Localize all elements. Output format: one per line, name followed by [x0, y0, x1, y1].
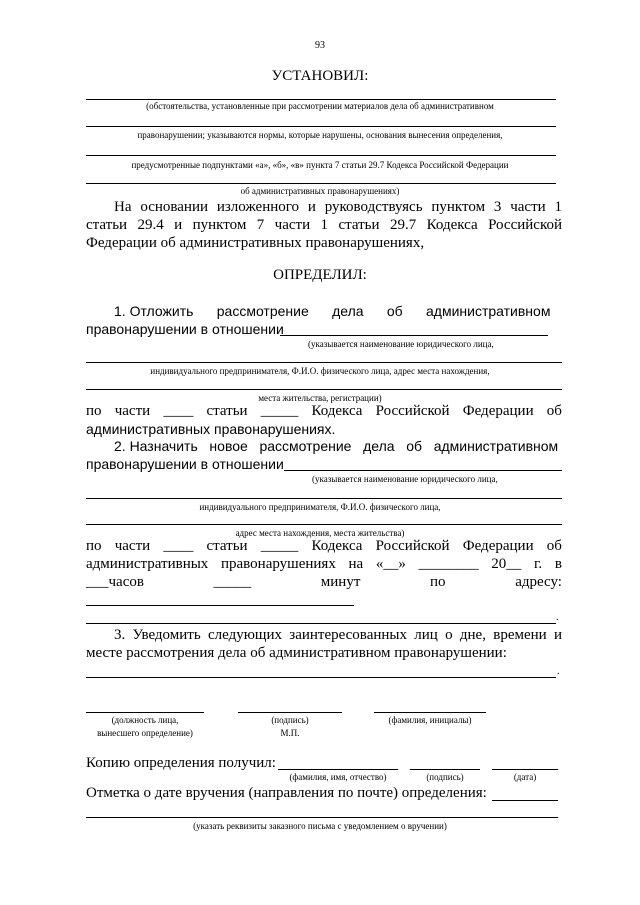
word: «__» [375, 556, 406, 572]
basis-line-1: На основании изложенного и руководствуясь пунктом 3 части 1 [114, 199, 562, 215]
word: г. [533, 556, 543, 572]
fill-line [86, 155, 556, 156]
word: статьи [206, 538, 248, 554]
word: адресу: [515, 574, 562, 590]
word: по [430, 574, 446, 590]
word: Кодекса [311, 538, 363, 554]
word: Российской [375, 538, 450, 554]
word: _____ [213, 574, 252, 590]
word: по [86, 403, 102, 419]
word: Кодекса [311, 403, 363, 419]
word: части [114, 538, 151, 554]
copy-date-line [492, 769, 558, 770]
position-label-1: (должность лица, [111, 715, 179, 725]
word: 20__ [491, 556, 522, 572]
position-label-2: вынесшего определение) [97, 728, 193, 738]
word: ________ [418, 556, 479, 572]
delivery-details-line [86, 817, 558, 818]
item2-line4 [86, 556, 562, 573]
word: по [86, 538, 102, 554]
basis-line-2: статьи 29.4 и пунктом 7 части 1 статьи 29.7 Кодекса Российской [86, 217, 562, 233]
word: на [348, 556, 364, 572]
item2-line2: правонарушении в отношении [86, 456, 284, 472]
item2-line1: 2. Назначить новое рассмотрение дела об административном [114, 438, 559, 454]
basis-line-3: Федерации об административных правонарушениях, [86, 235, 425, 251]
item2-line3 [86, 538, 562, 555]
copy-date-hint: (дата) [513, 772, 537, 782]
item2-hint-3: адрес места нахождения, места жительства) [235, 528, 405, 538]
page-number: 93 [315, 40, 325, 51]
delivery-mark-label: Отметка о дате вручения (направления по почте) определения: [86, 785, 487, 801]
item2-line5 [86, 574, 562, 591]
word: минут [320, 574, 361, 590]
fill-line [86, 389, 562, 390]
fill-line [86, 605, 354, 606]
copy-name-line [278, 769, 398, 770]
word: правонарушениях [221, 556, 336, 572]
word: части [114, 403, 151, 419]
established-hint-3: предусмотренные подпунктами «а», «б», «в» пункта 7 статьи 29.7 Кодекса Российской Федерации [131, 160, 509, 170]
signature-line [238, 712, 342, 713]
fill-line [86, 126, 556, 127]
item1-line1: 1. Отложить рассмотрение дела об административном [114, 303, 551, 319]
copy-signature-line [410, 769, 480, 770]
item1-hint-1: (указывается наименование юридического лица, [308, 339, 494, 349]
fill-line [284, 470, 562, 471]
fill-line [86, 498, 562, 499]
fill-line [86, 362, 562, 363]
word: ___часов [86, 574, 144, 590]
fill-line [280, 335, 548, 336]
delivery-mark-line [492, 800, 558, 801]
word: ____ [163, 538, 194, 554]
item2-hint-1: (указывается наименование юридического лица, [312, 474, 498, 484]
word: административных [86, 556, 209, 572]
word: статьи [206, 403, 248, 419]
fill-line [86, 524, 562, 525]
name-label: (фамилия, инициалы) [388, 715, 472, 725]
word: об [546, 403, 562, 419]
established-hint-4: об административных правонарушениях) [240, 186, 400, 196]
heading-established: УСТАНОВИЛ: [271, 68, 369, 84]
heading-determined: ОПРЕДЕЛИЛ: [273, 267, 367, 283]
word: _____ [260, 403, 299, 419]
stamp-label: М.П. [280, 728, 300, 738]
word: Федерации [462, 403, 534, 419]
delivery-mark-hint: (указать реквизиты заказного письма с уведомлением о вручении) [193, 821, 447, 831]
fill-line [86, 677, 556, 678]
item1-line4: административных правонарушениях. [86, 421, 336, 437]
period-mark: . [557, 666, 560, 677]
fill-line [86, 183, 556, 184]
item3-line2: месте рассмотрения дела об административном правонарушении: [86, 645, 507, 661]
item2-hint-2: индивидуального предпринимателя, Ф.И.О. физического лица, [199, 502, 441, 512]
established-hint-2: правонарушении; указываются нормы, которые нарушены, основания вынесения определения, [137, 130, 503, 140]
word: в [554, 556, 562, 572]
word: ____ [163, 403, 194, 419]
word: Российской [375, 403, 450, 419]
fill-line [86, 99, 556, 100]
word: _____ [260, 538, 299, 554]
copy-name-hint: (фамилия, имя, отчество) [289, 772, 387, 782]
period-mark: . [556, 612, 559, 623]
item1-hint-3: места жительства, регистрации) [258, 393, 382, 403]
word: Федерации [462, 538, 534, 554]
item1-line3 [86, 403, 562, 420]
item1-line2: правонарушении в отношении [86, 321, 284, 337]
fill-line [86, 623, 556, 624]
item3-line1: 3. Уведомить следующих заинтересованных лиц о дне, времени и [114, 627, 562, 643]
position-line [86, 712, 204, 713]
word: об [546, 538, 562, 554]
name-line [374, 712, 486, 713]
signature-label: (подпись) [271, 715, 309, 725]
item1-hint-2: индивидуального предпринимателя, Ф.И.О. физического лица, адрес места нахождения, [150, 366, 490, 376]
established-hint-1: (обстоятельства, установленные при рассмотрении материалов дела об административном [146, 101, 494, 111]
copy-received-label: Копию определения получил: [86, 755, 276, 771]
copy-signature-hint: (подпись) [426, 772, 464, 782]
